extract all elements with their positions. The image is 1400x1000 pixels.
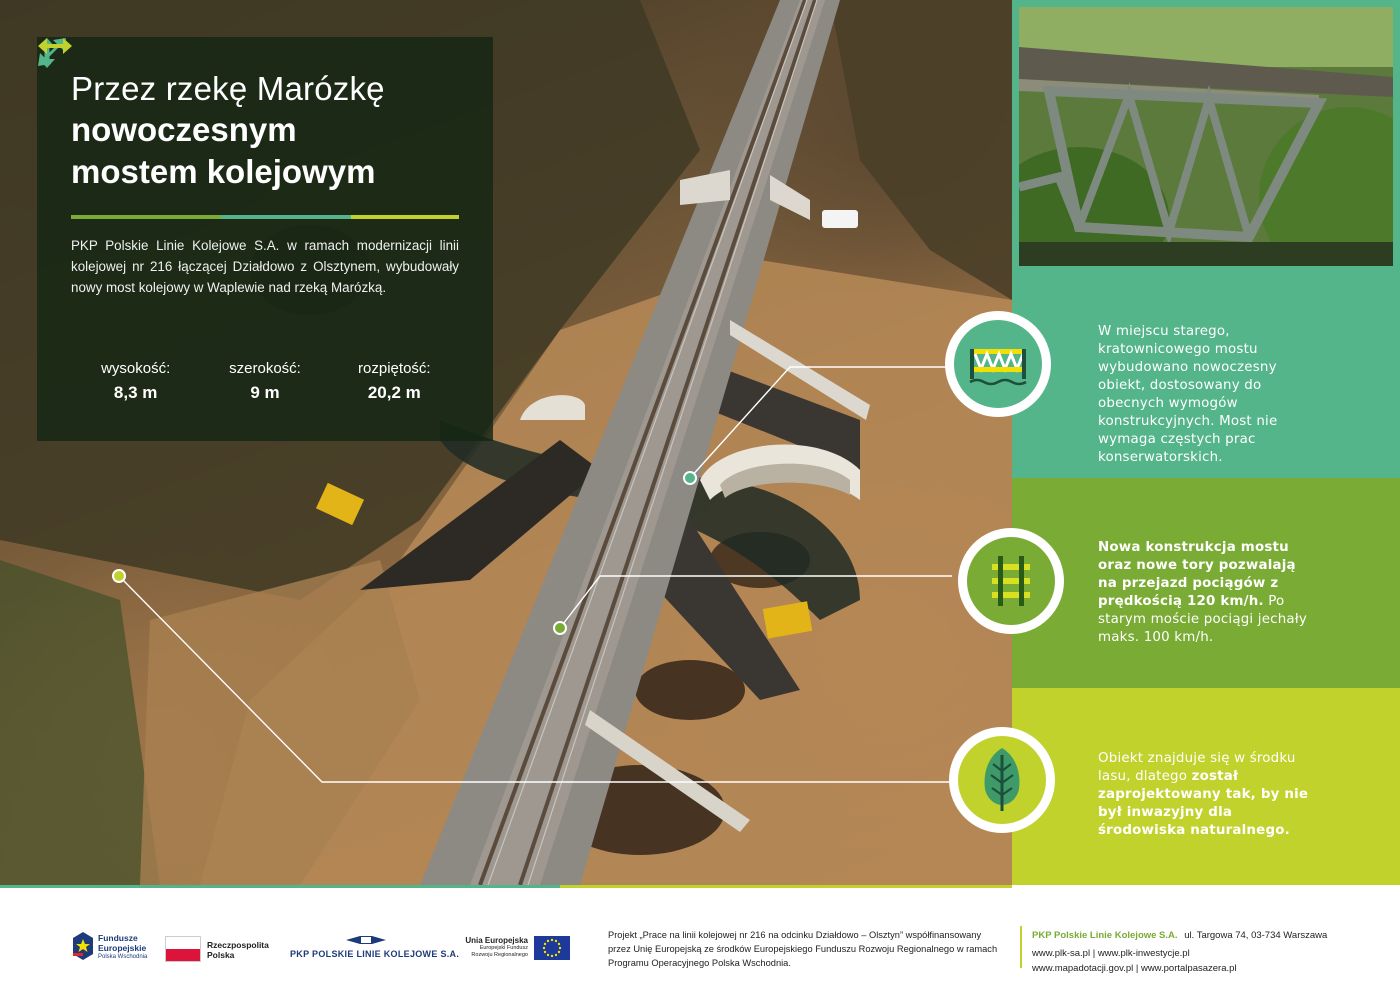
logo-plk-text: PKP POLSKIE LINIE KOLEJOWE S.A.	[290, 949, 460, 959]
tree-icon-circle	[949, 727, 1055, 833]
stat-height-label: wysokość:	[101, 360, 171, 377]
title-line-3: mostem kolejowym	[71, 153, 376, 190]
contact-address: ul. Targowa 74, 03-734 Warszawa	[1184, 930, 1328, 941]
info-text-track-bold: Nowa konstrukcja mostu oraz nowe tory pozwalają na przejazd pociągów z prędkością 120 km/h.	[1098, 540, 1296, 609]
contact-links-1[interactable]: www.plk-sa.pl | www.plk-inwestycje.pl	[1032, 948, 1190, 959]
pointer-dot-track	[553, 621, 567, 635]
title-line-1: Przez rzekę Marózkę	[71, 70, 385, 107]
pkp-winged-icon	[346, 934, 386, 946]
info-panel-track	[1012, 478, 1400, 688]
logo-ue-line3: Rozwoju Regionalnego	[471, 952, 528, 958]
logo-ue-line2: Europejski Fundusz	[479, 945, 528, 951]
pointer-dot-bridge	[683, 471, 697, 485]
stats-row	[71, 324, 459, 403]
info-text-forest	[1098, 750, 1312, 840]
logo-rp-text	[207, 940, 269, 960]
stat-width-label: szerokość:	[229, 360, 301, 377]
logo-unia-europejska	[462, 935, 572, 965]
contact-links-2[interactable]: www.mapadotacji.gov.pl | www.portalpasazera.pl	[1032, 963, 1237, 974]
info-text-track	[1098, 539, 1312, 647]
stat-span-value: 20,2 m	[367, 383, 421, 402]
truss-bridge-icon	[954, 320, 1042, 408]
logo-rp-line1: Rzeczpospolita	[207, 940, 269, 950]
info-panel-bridge	[1012, 280, 1400, 478]
fundusze-star-icon	[72, 932, 94, 960]
title-rule	[71, 215, 459, 219]
project-funding-text: Projekt „Prace na linii kolejowej nr 216 na odcinku Działdowo – Olsztyn” współfinansowany przez Unię Europejską ze środków Europejskiego Funduszu Rozwoju Regionalnego w ramach Programu Operacyjnego Polska Wschodnia.	[608, 930, 998, 968]
contact-block	[1032, 928, 1327, 976]
tree-icon	[958, 736, 1046, 824]
stat-width-value: 9 m	[250, 383, 280, 402]
logo-fe-text	[98, 934, 147, 962]
info-text-forest-bold: został zaprojektowany tak, by nie był inwazyjny dla środowiska naturalnego.	[1098, 769, 1309, 838]
logo-pkp-plk	[290, 934, 460, 964]
stat-height-value: 8,3 m	[113, 383, 158, 402]
intro-text: PKP Polskie Linie Kolejowe S.A. w ramach modernizacji linii kolejowej nr 216 łączącej Działdowo z Olsztynem, wybudowały nowy most kolejowy w Waplewie nad rzeką Marózką.	[71, 238, 459, 295]
logo-ue-text	[462, 936, 528, 959]
horizontal-arrow-icon	[330, 324, 459, 356]
contact-company: PKP Polskie Linie Kolejowe S.A.	[1032, 930, 1178, 941]
footer-divider	[1020, 926, 1022, 968]
logo-fe-line3: Polska Wschodnia	[98, 954, 148, 960]
title-line-2: nowoczesnym	[71, 111, 297, 148]
vertical-arrow-icon	[71, 324, 200, 356]
old-bridge-photo-panel	[1012, 0, 1400, 280]
info-text-forest-plain: Obiekt znajduje się w środku lasu, dlatego	[1098, 751, 1296, 784]
logo-rzeczpospolita-polska	[165, 936, 275, 964]
logo-fe-line2: Europejskie	[98, 942, 147, 953]
info-text-track-plain: Po starym moście pociągi jechały maks. 100 km/h.	[1098, 594, 1307, 645]
eu-flag-icon	[534, 936, 570, 960]
truss-bridge-icon-circle	[945, 311, 1051, 417]
railway-track-icon	[967, 537, 1055, 625]
logo-fe-line1: Fundusze	[98, 933, 138, 943]
footer	[0, 888, 1400, 1000]
stat-width	[200, 324, 329, 403]
old-bridge-photo	[1019, 7, 1393, 266]
right-column	[1012, 0, 1400, 885]
stat-span	[330, 324, 459, 403]
logo-rp-line2: Polska	[207, 950, 235, 960]
railway-track-icon-circle	[958, 528, 1064, 634]
polish-flag-icon	[165, 936, 201, 962]
info-panel-forest	[1012, 688, 1400, 885]
logo-ue-line1: Unia Europejska	[465, 936, 528, 945]
intro-panel	[37, 37, 493, 441]
pointer-dot-forest	[112, 569, 126, 583]
info-text-bridge: W miejscu starego, kratownicowego mostu wybudowano nowoczesny obiekt, dostosowany do obecnych wymogów konstrukcyjnych. Most nie wymaga częstych prac konserwatorskich.	[1098, 324, 1278, 465]
diagonal-arrow-icon	[200, 324, 329, 356]
stat-span-label: rozpiętość:	[358, 360, 431, 377]
logo-fundusze-europejskie	[72, 932, 162, 966]
stat-height	[71, 324, 200, 403]
